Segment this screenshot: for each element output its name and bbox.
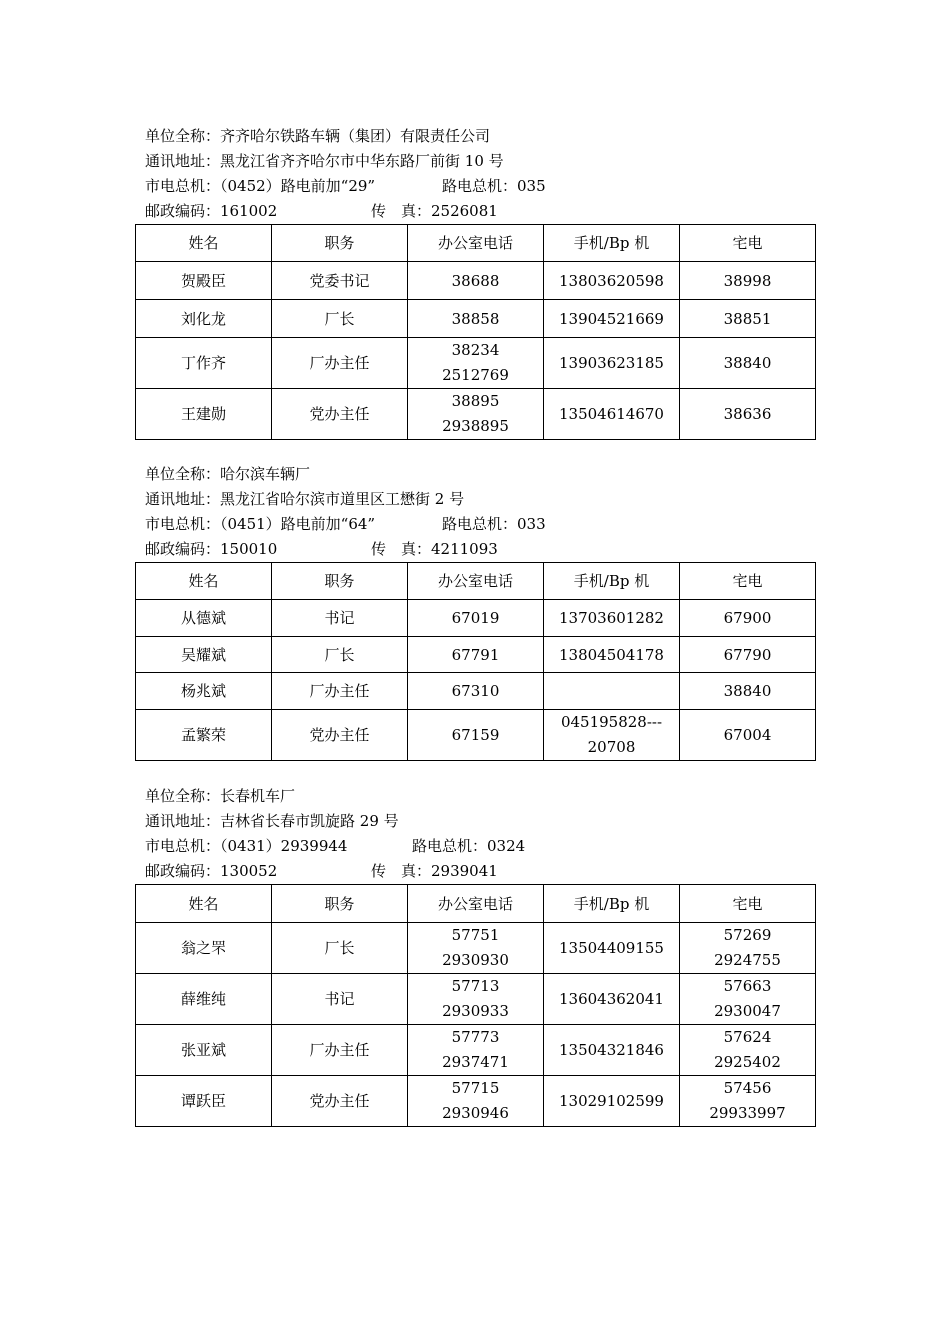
- cell-mobile: [544, 710, 680, 761]
- cell-name: 王建勋: [136, 389, 272, 440]
- address-line: 通讯地址：吉林省长春市凯旋路 29 号: [145, 812, 399, 830]
- cell-home-phone: 38851: [680, 300, 816, 338]
- cell-title: 厂办主任: [272, 673, 408, 710]
- table-row: [136, 338, 816, 389]
- cell-name: 丁作齐: [136, 338, 272, 389]
- rail-phone: 路电总机：0324: [412, 837, 526, 855]
- cell-office-phone: [408, 389, 544, 440]
- header-office-phone: 办公室电话: [408, 225, 544, 262]
- cell-office-phone: 67310: [408, 673, 544, 710]
- cell-title: 厂长: [272, 923, 408, 974]
- phone-line: 38234: [451, 341, 500, 359]
- unit-section-2: [135, 462, 816, 761]
- unit-name-line: 单位全称：哈尔滨车辆厂: [145, 465, 311, 483]
- header-title: 职务: [272, 563, 408, 600]
- cell-name: 张亚斌: [136, 1025, 272, 1076]
- table-row: [136, 637, 816, 673]
- cell-office-phone: [408, 338, 544, 389]
- cell-home-phone: [680, 1076, 816, 1127]
- phone-line: 2930946: [442, 1104, 509, 1122]
- header-office-phone: 办公室电话: [408, 885, 544, 923]
- cell-office-phone: 38688: [408, 262, 544, 300]
- cell-office-phone: [408, 1025, 544, 1076]
- table-row: [136, 710, 816, 761]
- cell-name: 杨兆斌: [136, 673, 272, 710]
- cell-office-phone: [408, 1076, 544, 1127]
- cell-office-phone: [408, 974, 544, 1025]
- cell-mobile: 13504409155: [544, 923, 680, 974]
- cell-title: 厂办主任: [272, 338, 408, 389]
- phone-line: 57715: [451, 1079, 500, 1097]
- phone-line: 20708: [587, 738, 636, 756]
- table-header-row: [136, 563, 816, 600]
- fax: 传 真：2526081: [371, 202, 498, 220]
- cell-home-phone: 38636: [680, 389, 816, 440]
- header-home-phone: 宅电: [680, 225, 816, 262]
- table-row: [136, 262, 816, 300]
- rail-phone: 路电总机：035: [442, 177, 546, 195]
- unit-section-1: [135, 124, 816, 440]
- table-row: [136, 974, 816, 1025]
- phone-line: 2512769: [442, 366, 509, 384]
- cell-mobile: 13803620598: [544, 262, 680, 300]
- postcode-line: [135, 859, 816, 884]
- cell-mobile: 13604362041: [544, 974, 680, 1025]
- phone-line: 57624: [723, 1028, 772, 1046]
- phone-line: 29933997: [709, 1104, 786, 1122]
- postcode: 邮政编码：150010: [145, 540, 278, 558]
- cell-name: 薛维纯: [136, 974, 272, 1025]
- header-home-phone: 宅电: [680, 885, 816, 923]
- city-phone: 市电总机：（0451）路电前加“64”: [145, 515, 376, 533]
- header-home-phone: 宅电: [680, 563, 816, 600]
- rail-phone: 路电总机：033: [442, 515, 546, 533]
- cell-home-phone: 38998: [680, 262, 816, 300]
- cell-mobile: 13504321846: [544, 1025, 680, 1076]
- header-name: 姓名: [136, 563, 272, 600]
- postcode-line: [135, 537, 816, 562]
- cell-home-phone: 67790: [680, 637, 816, 673]
- cell-name: 从德斌: [136, 600, 272, 637]
- cell-name: 吴耀斌: [136, 637, 272, 673]
- table-row: [136, 1025, 816, 1076]
- phone-line: 57269: [723, 926, 772, 944]
- phone-line: 2938895: [442, 417, 509, 435]
- contact-table: [135, 884, 816, 1127]
- header-name: 姓名: [136, 885, 272, 923]
- phone-line: [135, 174, 816, 199]
- cell-mobile: 13804504178: [544, 637, 680, 673]
- cell-office-phone: 67159: [408, 710, 544, 761]
- cell-home-phone: [680, 923, 816, 974]
- phone-line: [135, 834, 816, 859]
- cell-office-phone: 67019: [408, 600, 544, 637]
- phone-line: 57773: [451, 1028, 500, 1046]
- header-office-phone: 办公室电话: [408, 563, 544, 600]
- contact-table: [135, 224, 816, 440]
- header-title: 职务: [272, 225, 408, 262]
- table-row: [136, 673, 816, 710]
- header-mobile: 手机/Bp 机: [544, 563, 680, 600]
- cell-office-phone: 67791: [408, 637, 544, 673]
- cell-name: 贺殿臣: [136, 262, 272, 300]
- table-row: [136, 300, 816, 338]
- cell-title: 党委书记: [272, 262, 408, 300]
- city-phone: 市电总机：（0431）2939944: [145, 837, 348, 855]
- phone-line: 2937471: [442, 1053, 509, 1071]
- table-header-row: [136, 225, 816, 262]
- cell-mobile: 13903623185: [544, 338, 680, 389]
- cell-title: 厂长: [272, 300, 408, 338]
- cell-home-phone: [680, 1025, 816, 1076]
- address-line: 通讯地址：黑龙江省哈尔滨市道里区工懋街 2 号: [145, 490, 465, 508]
- cell-name: 孟繁荣: [136, 710, 272, 761]
- cell-title: 厂长: [272, 637, 408, 673]
- cell-title: 党办主任: [272, 710, 408, 761]
- table-row: [136, 923, 816, 974]
- phone-line: 2925402: [714, 1053, 781, 1071]
- phone-line: 2930047: [714, 1002, 781, 1020]
- cell-mobile: [544, 673, 680, 710]
- phone-line: 2924755: [714, 951, 781, 969]
- phone-line: 57456: [723, 1079, 772, 1097]
- postcode-line: [135, 199, 816, 224]
- cell-title: 书记: [272, 974, 408, 1025]
- phone-line: 57751: [451, 926, 500, 944]
- cell-home-phone: 67900: [680, 600, 816, 637]
- cell-home-phone: 38840: [680, 338, 816, 389]
- cell-title: 厂办主任: [272, 1025, 408, 1076]
- cell-mobile: 13504614670: [544, 389, 680, 440]
- unit-name-line: 单位全称：长春机车厂: [145, 787, 296, 805]
- address-line: 通讯地址：黑龙江省齐齐哈尔市中华东路厂前街 10 号: [145, 152, 504, 170]
- phone-line: 2930930: [442, 951, 509, 969]
- postcode: 邮政编码：130052: [145, 862, 278, 880]
- fax: 传 真：4211093: [371, 540, 498, 558]
- cell-office-phone: [408, 923, 544, 974]
- cell-mobile: 13904521669: [544, 300, 680, 338]
- cell-title: 党办主任: [272, 389, 408, 440]
- cell-home-phone: [680, 974, 816, 1025]
- cell-home-phone: 38840: [680, 673, 816, 710]
- fax: 传 真：2939041: [371, 862, 498, 880]
- phone-line: 57713: [451, 977, 500, 995]
- phone-line: 38895: [451, 392, 500, 410]
- header-title: 职务: [272, 885, 408, 923]
- phone-line: 045195828---: [560, 713, 663, 731]
- cell-mobile: 13703601282: [544, 600, 680, 637]
- contact-table: [135, 562, 816, 761]
- header-name: 姓名: [136, 225, 272, 262]
- unit-name-line: 单位全称：齐齐哈尔铁路车辆（集团）有限责任公司: [145, 127, 491, 145]
- cell-name: 刘化龙: [136, 300, 272, 338]
- city-phone: 市电总机：（0452）路电前加“29”: [145, 177, 376, 195]
- table-row: [136, 1076, 816, 1127]
- cell-office-phone: 38858: [408, 300, 544, 338]
- cell-home-phone: 67004: [680, 710, 816, 761]
- phone-line: 2930933: [442, 1002, 509, 1020]
- cell-title: 书记: [272, 600, 408, 637]
- cell-name: 谭跃臣: [136, 1076, 272, 1127]
- header-mobile: 手机/Bp 机: [544, 885, 680, 923]
- cell-mobile: 13029102599: [544, 1076, 680, 1127]
- postcode: 邮政编码：161002: [145, 202, 278, 220]
- cell-name: 翁之罘: [136, 923, 272, 974]
- unit-section-3: [135, 784, 816, 1127]
- phone-line: 57663: [723, 977, 772, 995]
- header-mobile: 手机/Bp 机: [544, 225, 680, 262]
- phone-line: [135, 512, 816, 537]
- cell-title: 党办主任: [272, 1076, 408, 1127]
- table-header-row: [136, 885, 816, 923]
- table-row: [136, 389, 816, 440]
- table-row: [136, 600, 816, 637]
